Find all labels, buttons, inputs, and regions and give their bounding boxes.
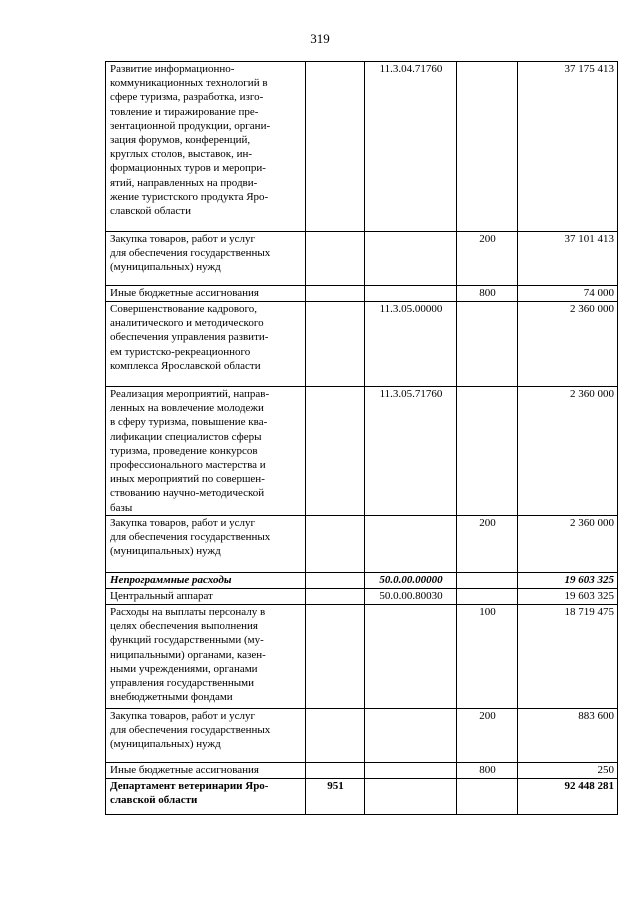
cell-target-code: 11.3.05.00000 (365, 302, 457, 387)
table-row (106, 605, 618, 709)
table-row (106, 387, 618, 516)
cell-department (306, 232, 365, 286)
cell-expense-type: 200 (457, 709, 518, 763)
cell-target-code: 11.3.05.71760 (365, 387, 457, 516)
cell-amount: 883 600 (518, 709, 618, 763)
cell-amount: 92 448 281 (518, 779, 618, 815)
cell-name: Расходы на выплаты персоналу в целях обеспечения выполнения функций государственными (му- ниципальными) органами, казен- ными учреждениями, органами управления государственными внебюджетными фондами (106, 605, 306, 709)
cell-name: Совершенствование кадрового, аналитического и методического обеспечения управления развити- ем туристско-рекреационного комплекса Ярославской области (106, 302, 306, 387)
cell-expense-type: 800 (457, 763, 518, 779)
cell-target-code: 50.0.00.80030 (365, 589, 457, 605)
cell-department (306, 387, 365, 516)
cell-amount: 19 603 325 (518, 573, 618, 589)
cell-expense-type (457, 589, 518, 605)
cell-amount: 74 000 (518, 286, 618, 302)
cell-target-code: 50.0.00.00000 (365, 573, 457, 589)
cell-expense-type: 100 (457, 605, 518, 709)
cell-amount: 2 360 000 (518, 516, 618, 573)
cell-name: Иные бюджетные ассигнования (106, 763, 306, 779)
cell-target-code (365, 286, 457, 302)
cell-name: Иные бюджетные ассигнования (106, 286, 306, 302)
cell-expense-type (457, 779, 518, 815)
cell-target-code (365, 232, 457, 286)
cell-expense-type: 800 (457, 286, 518, 302)
cell-department (306, 573, 365, 589)
cell-department (306, 286, 365, 302)
cell-name: Центральный аппарат (106, 589, 306, 605)
cell-target-code (365, 709, 457, 763)
cell-amount: 250 (518, 763, 618, 779)
budget-table-body (106, 62, 618, 815)
cell-name: Закупка товаров, работ и услуг для обеспечения государственных (муниципальных) нужд (106, 516, 306, 573)
cell-name: Непрограммные расходы (106, 573, 306, 589)
table-row (106, 573, 618, 589)
cell-amount: 19 603 325 (518, 589, 618, 605)
cell-name: Развитие информационно- коммуникационных технологий в сфере туризма, разработка, изго- товление и тиражирование пре- зентационной продукции, органи- зация форумов, конференций, круглых столов, выставок, ин- формационных туров и меропри- ятий, направленных на продви- жение туристского продукта Яро- славской области (106, 62, 306, 232)
cell-name: Закупка товаров, работ и услуг для обеспечения государственных (муниципальных) нужд (106, 232, 306, 286)
table-row (106, 302, 618, 387)
table-row (106, 516, 618, 573)
table-row (106, 779, 618, 815)
cell-department (306, 589, 365, 605)
table-row (106, 286, 618, 302)
cell-name: Реализация мероприятий, направ- ленных на вовлечение молодежи в сферу туризма, повышение ква- лификации специалистов сферы туризма, проведение конкурсов профессионального мастерства и иных мероприятий по совершен- ствованию научно-методической базы (106, 387, 306, 516)
cell-target-code (365, 605, 457, 709)
cell-expense-type: 200 (457, 516, 518, 573)
table-row (106, 763, 618, 779)
cell-target-code (365, 779, 457, 815)
cell-amount: 2 360 000 (518, 302, 618, 387)
cell-name: Закупка товаров, работ и услуг для обеспечения государственных (муниципальных) нужд (106, 709, 306, 763)
cell-expense-type (457, 302, 518, 387)
cell-amount: 2 360 000 (518, 387, 618, 516)
table-row (106, 232, 618, 286)
cell-expense-type: 200 (457, 232, 518, 286)
table-row (106, 62, 618, 232)
cell-department (306, 763, 365, 779)
page-number: 319 (310, 31, 330, 46)
cell-department (306, 516, 365, 573)
cell-department (306, 605, 365, 709)
cell-expense-type (457, 387, 518, 516)
cell-department: 951 (306, 779, 365, 815)
cell-target-code (365, 516, 457, 573)
table-row (106, 589, 618, 605)
cell-amount: 37 175 413 (518, 62, 618, 232)
cell-target-code (365, 763, 457, 779)
cell-department (306, 709, 365, 763)
cell-expense-type (457, 62, 518, 232)
cell-amount: 18 719 475 (518, 605, 618, 709)
table-row (106, 709, 618, 763)
cell-name: Департамент ветеринарии Яро- славской области (106, 779, 306, 815)
cell-amount: 37 101 413 (518, 232, 618, 286)
cell-department (306, 62, 365, 232)
cell-expense-type (457, 573, 518, 589)
budget-table (105, 61, 618, 815)
cell-target-code: 11.3.04.71760 (365, 62, 457, 232)
cell-department (306, 302, 365, 387)
